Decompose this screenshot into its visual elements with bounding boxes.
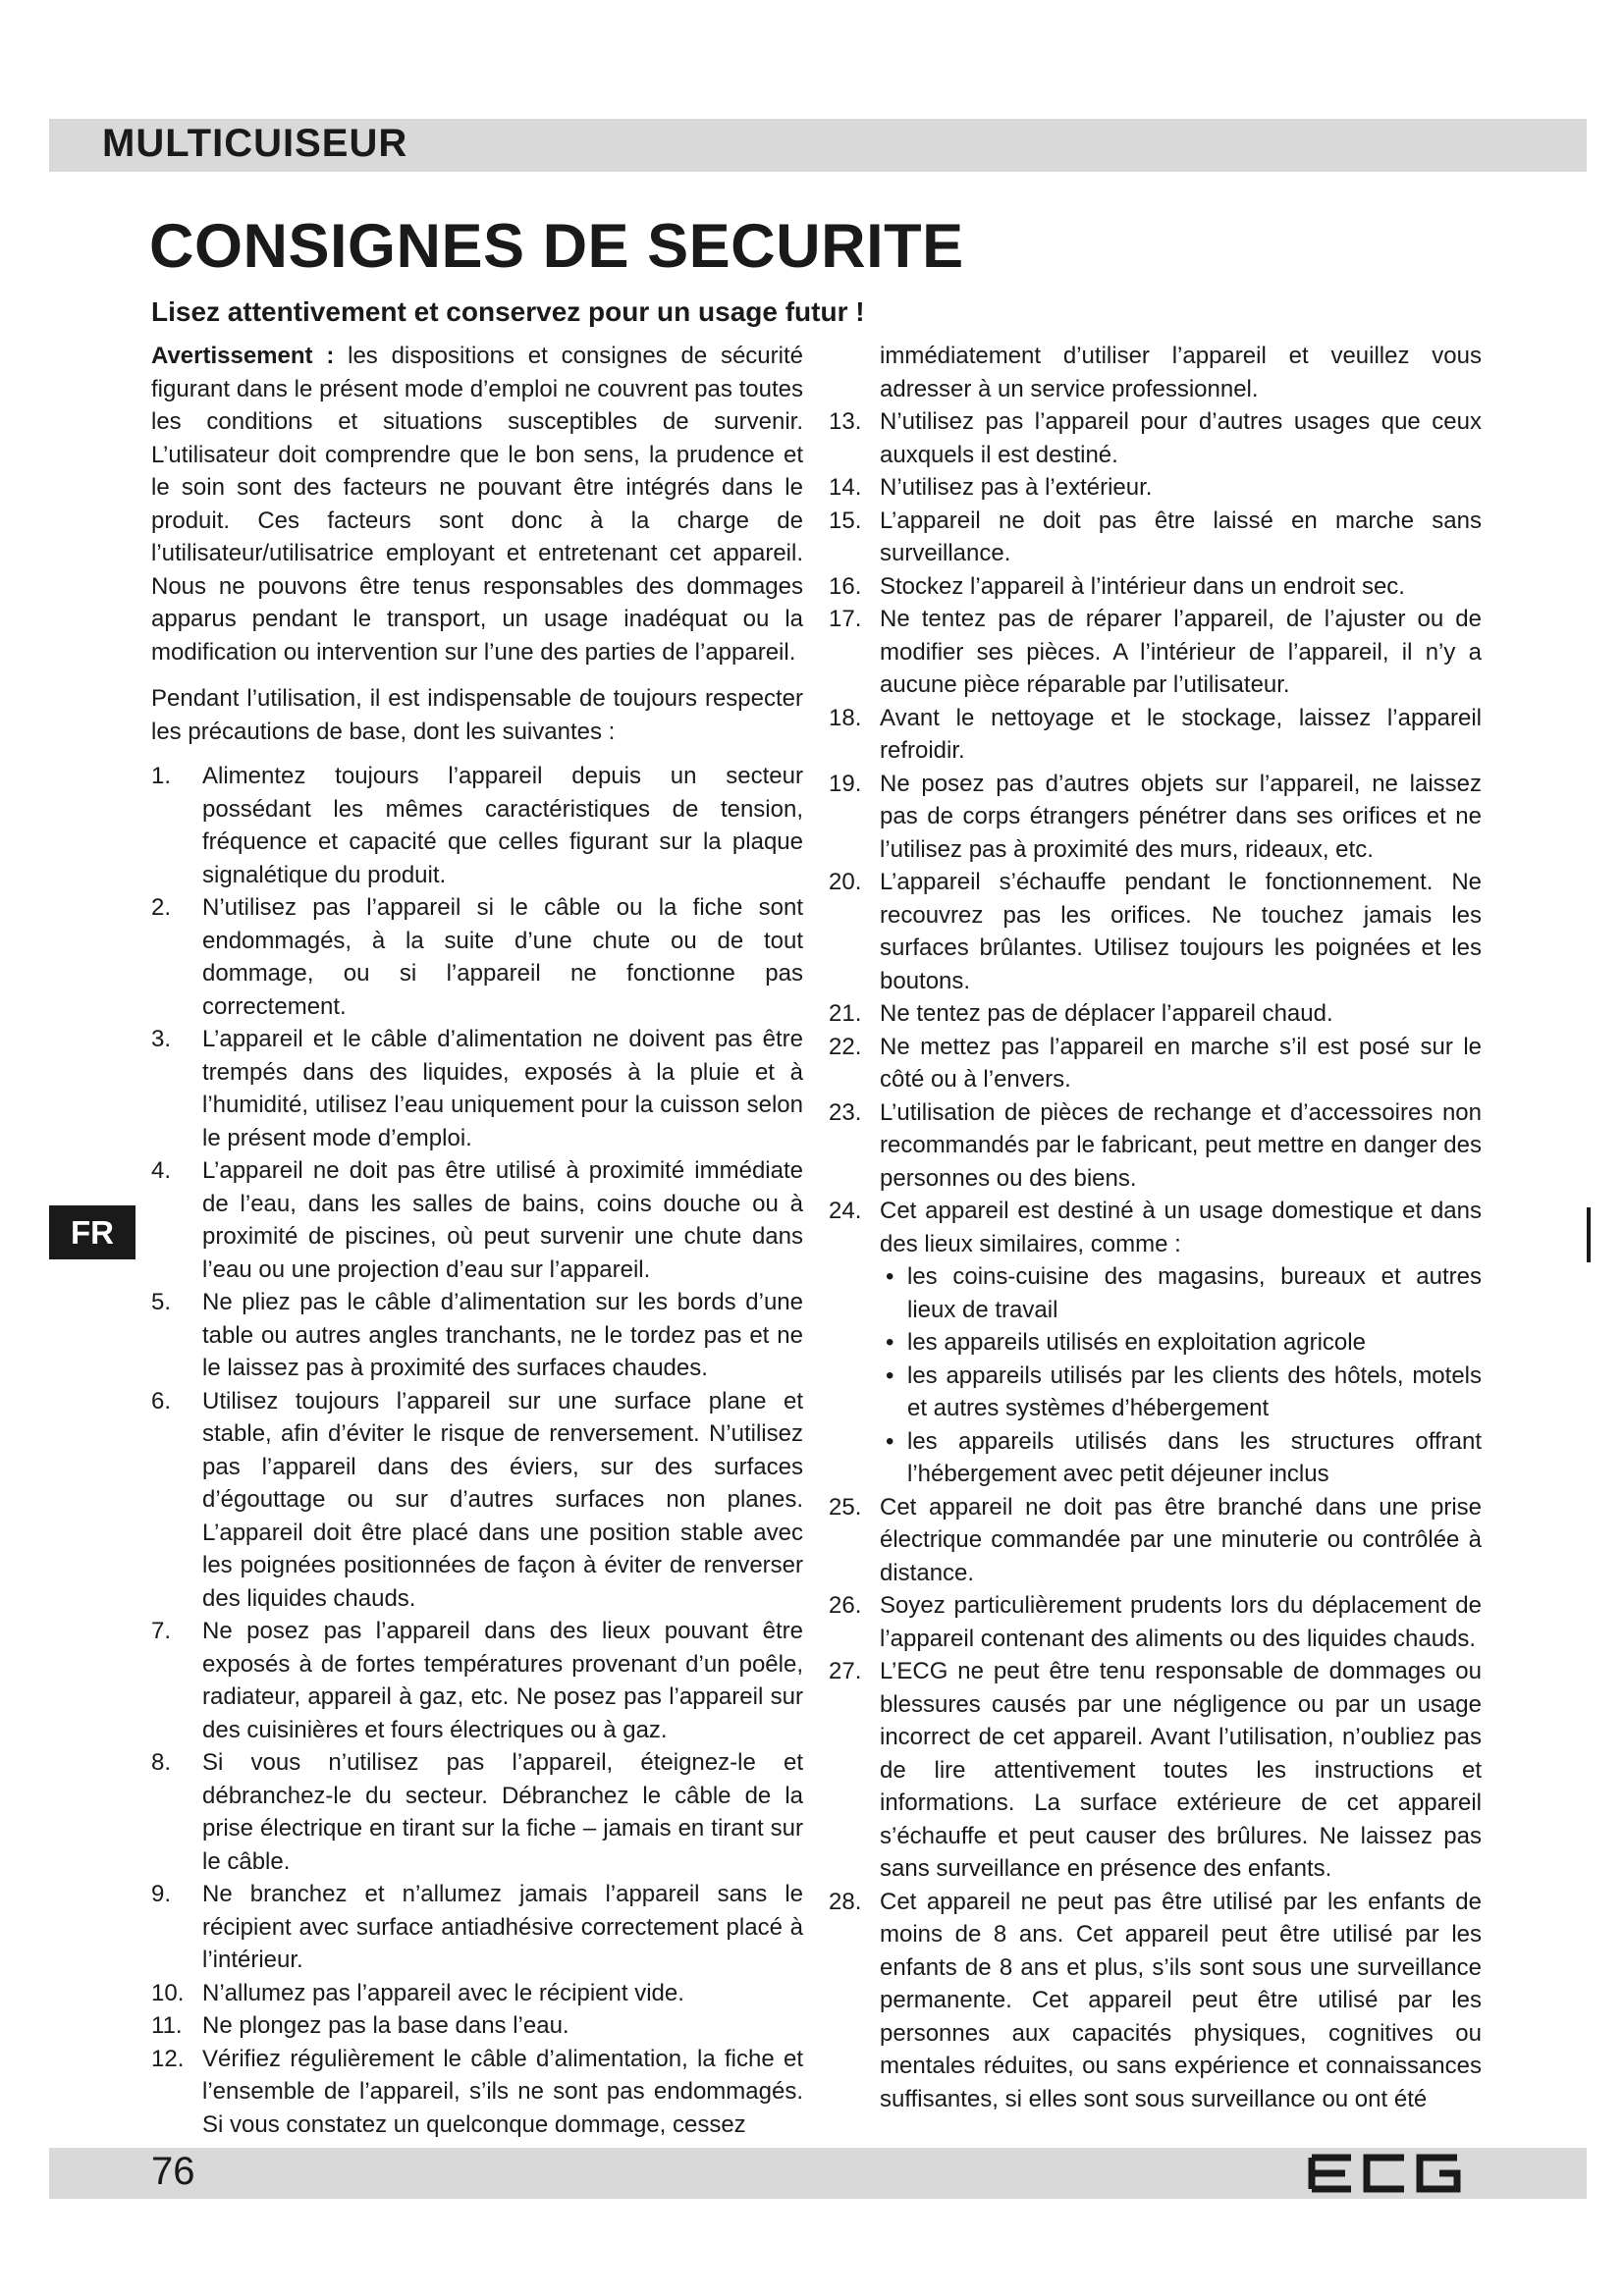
item-number: 14. [829,474,862,501]
item-number: 20. [829,869,862,895]
warning-text: les dispositions et consignes de sécurité figurant dans le présent mode d’emploi ne couvrent pas toutes les conditions et situations susceptibles de survenir. L’utilisateur doit comprendre que le bon sens, la prudence et le soin sont des facteurs ne pouvant être intégrés dans le produit. Ces facteurs sont donc à la charge de l’utilisateur/utilisatrice employant et entretenant cet appareil. Nous ne pouvons être tenus responsables des dommages apparus pendant le transport, un usage inadéquat ou la modification ou intervention sur l’une des parties de l’appareil. [151,343,803,666]
list-item [829,1195,1482,1491]
item-text: N’utilisez pas l’appareil pour d’autres usages que ceux auxquels il est destiné. [880,408,1482,468]
list-item [829,405,1482,471]
item-number: 2. [151,894,172,921]
list-item [829,768,1482,867]
right-column [829,340,1482,2115]
warning-lead: Avertissement : [151,343,335,369]
item-number: 25. [829,1493,862,1521]
item-number: 8. [151,1749,172,1776]
list-item [151,1154,803,1286]
list-item [829,1886,1482,2116]
item-number: 1. [151,763,172,789]
ecg-logo [1306,2152,1463,2195]
item-text: Ne posez pas d’autres objets sur l’appareil, ne laissez pas de corps étrangers pénétrer dans ses orifices et ne l’utilisez pas à proximité des murs, rideaux, etc. [880,770,1482,863]
subtitle: Lisez attentivement et conservez pour un usage futur ! [151,296,865,327]
page-edge-marker [1587,1207,1591,1262]
item-text: N’utilisez pas à l’extérieur. [880,474,1153,501]
list-item [151,891,803,1023]
item-text: Cet appareil est destiné à un usage domestique et dans des lieux similaires, comme : [880,1198,1482,1257]
list-item [829,570,1482,604]
list-item [829,505,1482,570]
item-number: 21. [829,1000,862,1027]
item-number: 28. [829,1888,862,1915]
item-text: Cet appareil ne doit pas être branché dans une prise électrique commandée par une minuterie ou contrôlée à distance. [880,1493,1482,1586]
item-text: L’appareil ne doit pas être utilisé à proximité immédiate de l’eau, dans les salles de bains, coins douche ou à proximité de piscines, où peut survenir une chute dans l’eau ou une projection d’eau sur l’appareil. [202,1157,803,1283]
bullet-icon: • [886,1427,894,1455]
item-text: Ne posez pas l’appareil dans des lieux pouvant être exposés à de fortes températures provenant d’un poêle, radiateur, appareil à gaz, etc. Ne posez pas l’appareil sur des cuisinières et fours électriques ou à gaz. [202,1618,803,1743]
list-item [829,603,1482,702]
item-number: 3. [151,1026,172,1052]
item-text: Ne tentez pas de réparer l’appareil, de l’ajuster ou de modifier ses pièces. A l’intérieur de l’appareil, il n’y a aucune pièce réparable par l’utilisateur. [880,606,1482,698]
item-number: 7. [151,1618,172,1644]
item-number: 4. [151,1157,172,1184]
bullet-icon: • [886,1263,894,1290]
item-number: 22. [829,1033,862,1060]
list-item [829,866,1482,997]
sub-list-item [880,1425,1482,1491]
item-text: Alimentez toujours l’appareil depuis un secteur possédant les mêmes caractéristiques de tension, fréquence et capacité que celles figurant sur la plaque signalétique du produit. [202,763,803,888]
language-tab: FR [49,1205,135,1259]
item-text: Ne branchez et n’allumez jamais l’appareil sans le récipient avec surface antiadhésive correctement placé à l’intérieur. [202,1881,803,1973]
usage-paragraph: Pendant l’utilisation, il est indispensable de toujours respecter les précautions de base, dont les suivantes : [151,685,803,745]
item-text: Ne tentez pas de déplacer l’appareil chaud. [880,1000,1333,1027]
item-number: 12. [151,2045,185,2072]
list-item [829,1031,1482,1096]
bullet-icon: • [886,1362,894,1389]
item-number: 11. [151,2012,183,2039]
item-text: Stockez l’appareil à l’intérieur dans un endroit sec. [880,572,1405,600]
list-item [151,1977,803,2010]
item-number: 16. [829,572,862,600]
item-number: 17. [829,606,862,632]
item-text: Avant le nettoyage et le stockage, laissez l’appareil refroidir. [880,704,1482,764]
item-text: Vérifiez régulièrement le câble d’alimentation, la fiche et l’ensemble de l’appareil, s’ils ne sont pas endommagés. Si vous constatez un quelconque dommage, cessez [202,2045,803,2138]
page-number: 76 [151,2150,195,2193]
sub-list-item [880,1360,1482,1425]
sub-list [880,1260,1482,1491]
item-text: Soyez particulièrement prudents lors du déplacement de l’appareil contenant des aliments ou des liquides chauds. [880,1592,1482,1652]
list-item [829,702,1482,768]
list-item [151,1615,803,1746]
sub-item-text: les appareils utilisés par les clients des hôtels, motels et autres systèmes d’hébergement [907,1362,1482,1421]
list-item [829,1655,1482,1886]
item-number: 19. [829,770,862,797]
ecg-logo-mark [1306,2152,1463,2195]
list-item [829,1589,1482,1655]
item-text: Utilisez toujours l’appareil sur une surface plane et stable, afin d’éviter le risque de renversement. N’utilisez pas l’appareil dans des éviers, sur des surfaces d’égouttage ou sur d’autres surfaces non planes. L’appareil doit être placé dans une position stable avec les poignées positionnées de façon à éviter de renverser des liquides chauds. [202,1387,803,1612]
intro-paragraph [151,340,803,668]
item-number: 24. [829,1198,862,1224]
page-title: CONSIGNES DE SECURITE [149,212,964,281]
sub-list-item [880,1260,1482,1326]
item-number: 9. [151,1881,172,1907]
left-column [151,340,803,2141]
item-text: N’allumez pas l’appareil avec le récipient vide. [202,1979,684,2006]
item-number: 18. [829,704,862,731]
item-text: N’utilisez pas l’appareil si le câble ou la fiche sont endommagés, à la suite d’une chute ou de tout dommage, ou si l’appareil ne fonctionne pas correctement. [202,894,803,1020]
list-item [829,471,1482,505]
item-text: Ne pliez pas le câble d’alimentation sur les bords d’une table ou autres angles tranchants, ne le tordez pas et ne le laissez pas à proximité des surfaces chaudes. [202,1289,803,1381]
sub-item-text: les appareils utilisés en exploitation agricole [907,1329,1366,1356]
item-number: 23. [829,1098,862,1126]
list-item [829,1096,1482,1196]
item-number: 13. [829,408,862,435]
list-item [151,760,803,891]
list-item [829,997,1482,1031]
item-text: Si vous n’utilisez pas l’appareil, éteignez-le et débranchez-le du secteur. Débranchez le câble de la prise électrique en tirant sur la fiche – jamais en tirant sur le câble. [202,1749,803,1875]
item-text: Cet appareil ne peut pas être utilisé par les enfants de moins de 8 ans. Cet appareil peut être utilisé par les enfants de 8 ans et plus, s’ils sont sous une surveillance permanente. Cet appareil peut être utilisé par les personnes aux capacités physiques, cognitives ou mentales réduites, ou sans expérience et connaissances suffisantes, si elles sont sous surveillance ou ont été [880,1888,1482,2112]
item-number: 6. [151,1387,172,1415]
item-text: L’appareil et le câble d’alimentation ne doivent pas être trempés dans des liquides, exposés à la pluie et à l’humidité, utilisez l’eau uniquement pour la cuisson selon le présent mode d’emploi. [202,1026,803,1151]
item-text: L’ECG ne peut être tenu responsable de dommages ou blessures causés par une négligence ou par un usage incorrect de cet appareil. Avant l’utilisation, n’oubliez pas de lire attentivement toutes les instructions et informations. La surface extérieure de cet appareil s’échauffe et peut causer des brûlures. Ne laissez pas sans surveillance en présence des enfants. [880,1658,1482,1882]
item-12-continuation: immédiatement d’utiliser l’appareil et veuillez vous adresser à un service professionnel. [880,343,1482,402]
sub-item-text: les appareils utilisés dans les structures offrant l’hébergement avec petit déjeuner inclus [907,1427,1482,1487]
item-number: 10. [151,1979,185,2006]
safety-list-left [151,760,803,2141]
item-number: 5. [151,1289,172,1315]
item-text: L’utilisation de pièces de rechange et d’accessoires non recommandés par le fabricant, peut mettre en danger des personnes ou des biens. [880,1098,1482,1192]
sub-list-item [880,1326,1482,1360]
item-text: L’appareil ne doit pas être laissé en marche sans surveillance. [880,507,1482,566]
list-item [151,1286,803,1385]
safety-list-right [829,405,1482,2115]
list-item [829,1491,1482,1590]
item-text: Ne mettez pas l’appareil en marche s’il est posé sur le côté ou à l’envers. [880,1033,1482,1093]
list-item [151,1023,803,1154]
list-item [151,1878,803,1977]
item-text: L’appareil s’échauffe pendant le fonctionnement. Ne recouvrez pas les orifices. Ne touchez jamais les surfaces brûlantes. Utilisez toujours les poignées et les boutons. [880,869,1482,994]
list-item [151,1746,803,1878]
header-title: MULTICUISEUR [102,122,408,165]
sub-item-text: les coins-cuisine des magasins, bureaux et autres lieux de travail [907,1263,1482,1323]
item-number: 15. [829,507,862,534]
list-item [151,1385,803,1616]
item-number: 27. [829,1658,862,1684]
bullet-icon: • [886,1329,894,1356]
list-item [151,2009,803,2043]
item-text: Ne plongez pas la base dans l’eau. [202,2012,569,2039]
item-number: 26. [829,1592,862,1619]
list-item [151,2043,803,2142]
